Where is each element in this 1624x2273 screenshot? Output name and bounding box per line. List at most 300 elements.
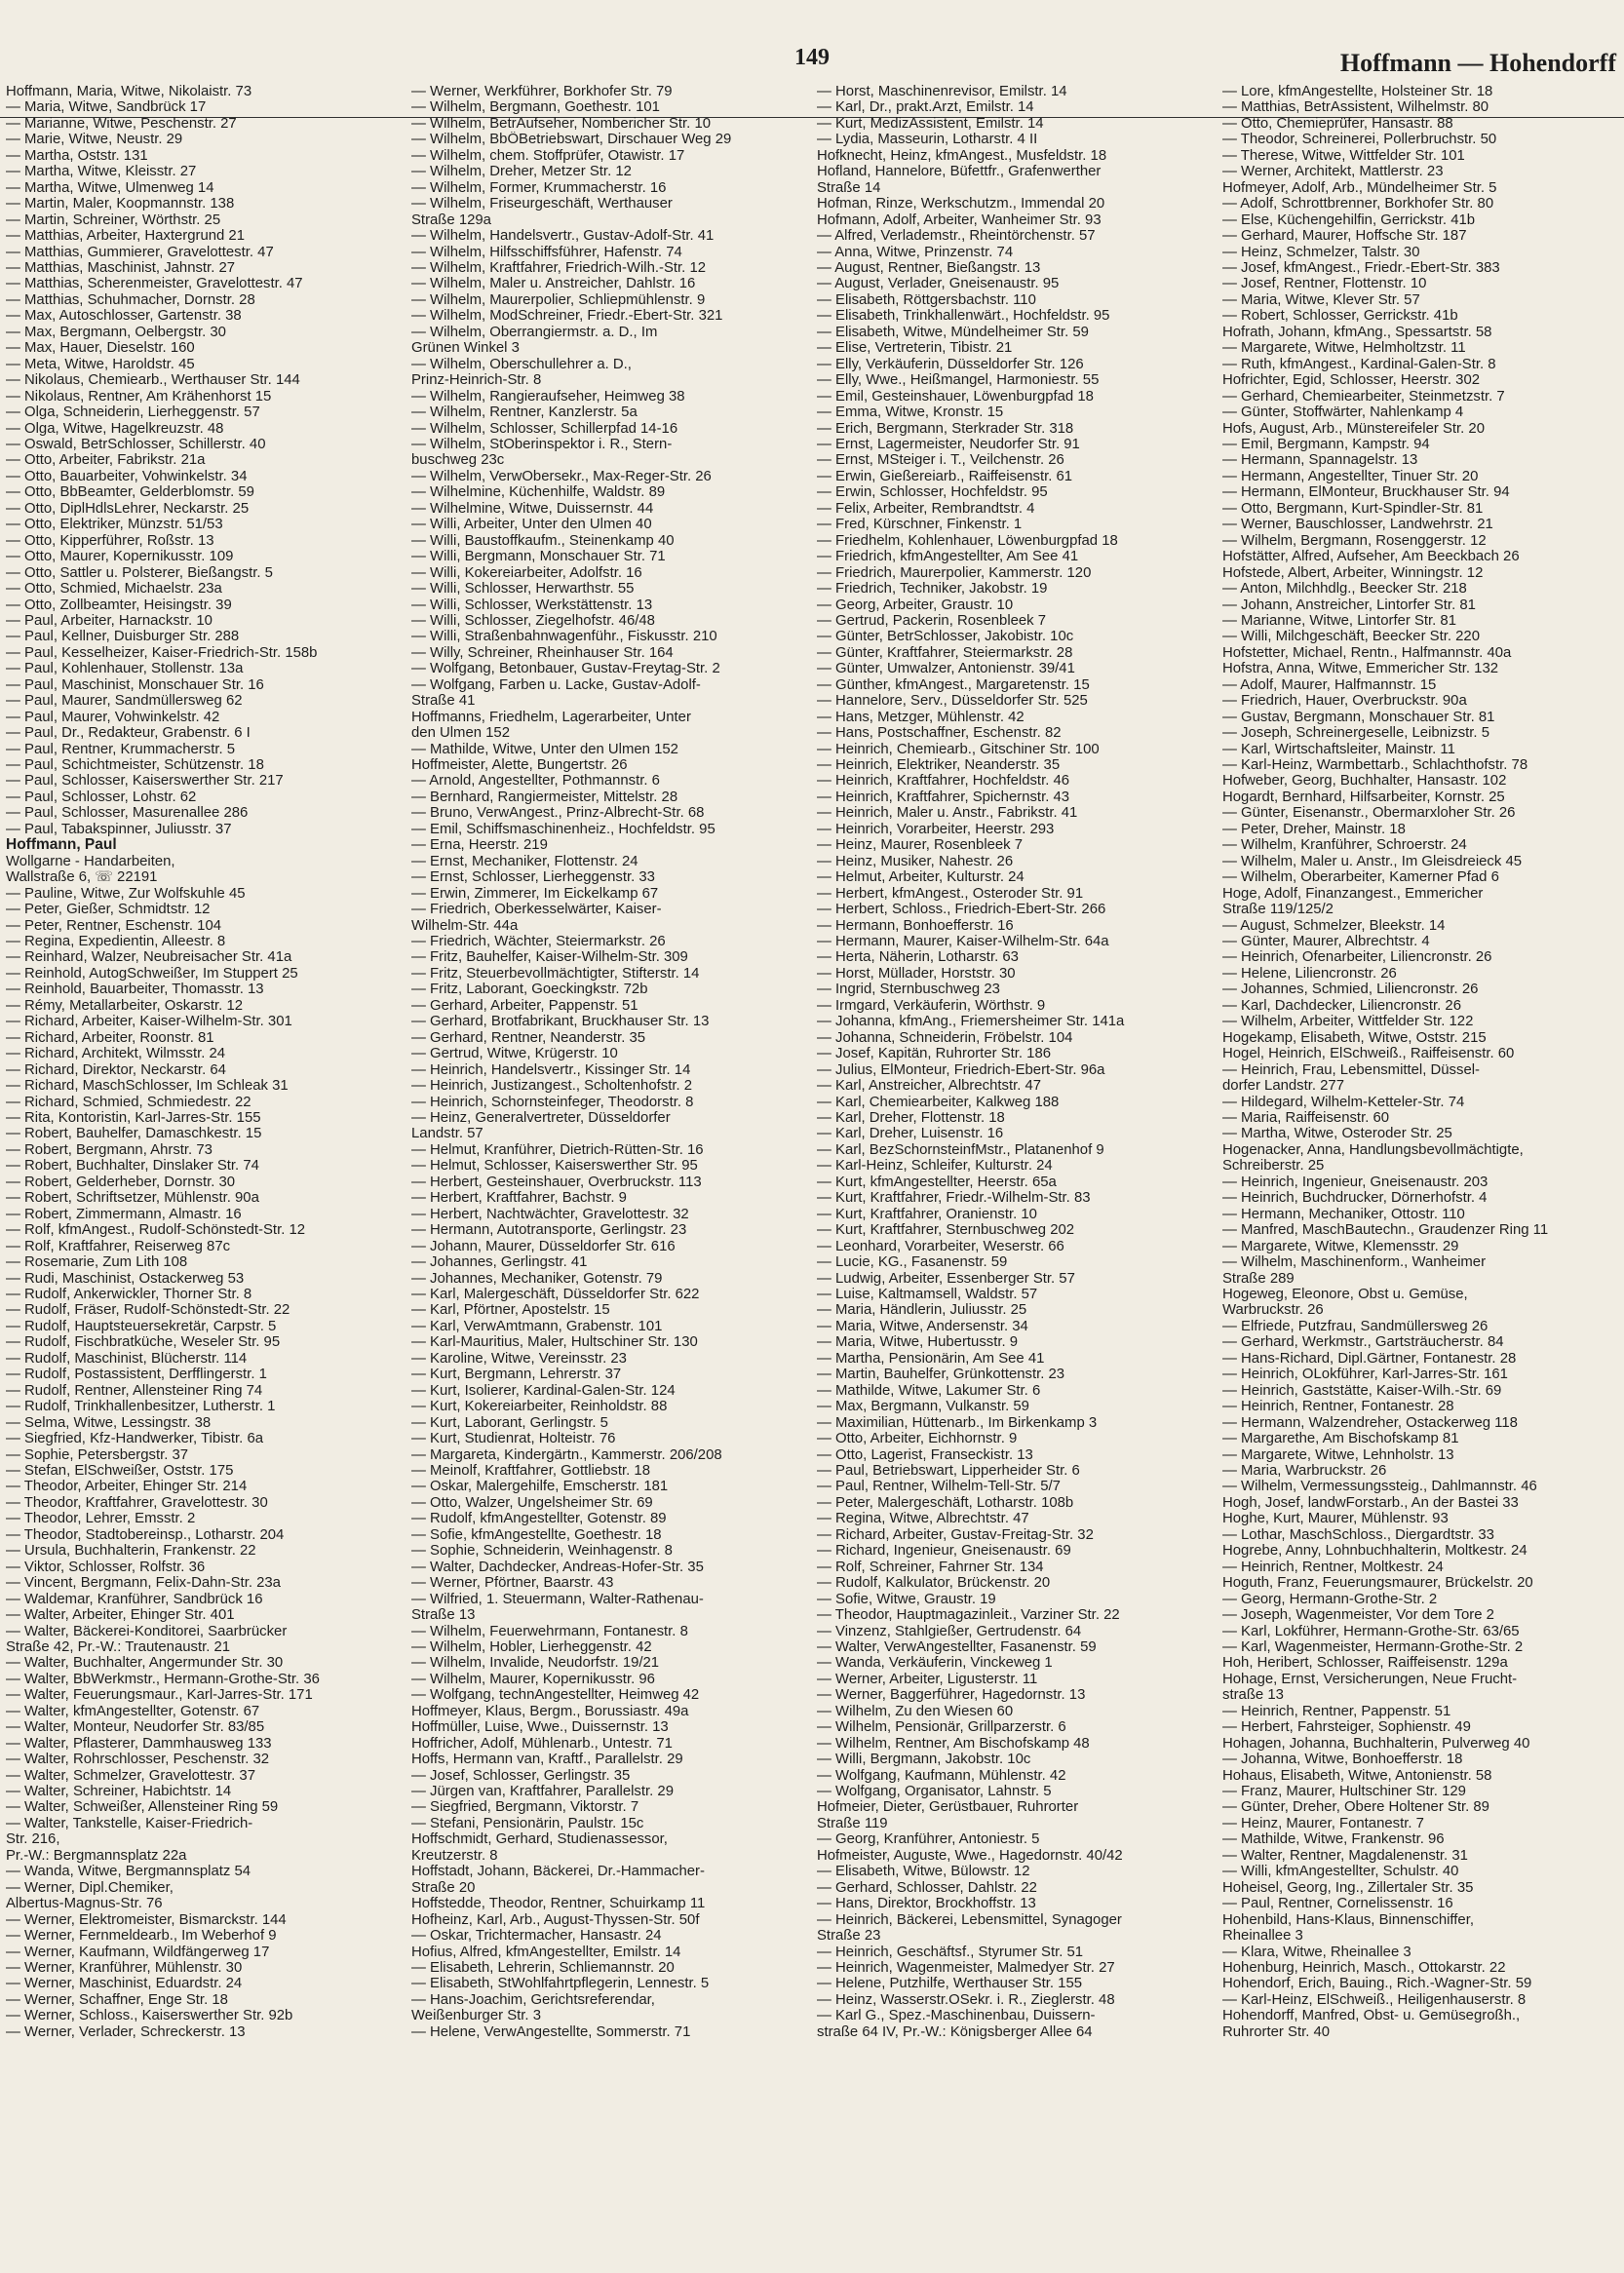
directory-entry-line: Grünen Winkel 3 <box>411 340 520 357</box>
directory-entry-line: — Karl, Dr., prakt.Arzt, Emilstr. 14 <box>817 99 1034 116</box>
directory-entry-line: — Maria, Witwe, Andersenstr. 34 <box>817 1318 1028 1334</box>
directory-entry-line: — Mathilde, Witwe, Frankenstr. 96 <box>1222 1831 1445 1848</box>
directory-entry-line: — Otto, Bergmann, Kurt-Spindler-Str. 81 <box>1222 500 1484 517</box>
directory-entry-line: — Reinhold, Bauarbeiter, Thomasstr. 13 <box>6 982 264 998</box>
directory-entry-line: — Gerhard, Rentner, Neanderstr. 35 <box>411 1029 646 1046</box>
directory-entry-line: — Johann, Anstreicher, Lintorfer Str. 81 <box>1222 597 1476 613</box>
directory-entry-line: — Friedrich, Wächter, Steiermarkstr. 26 <box>411 934 666 950</box>
directory-entry-line: — Peter, Gießer, Schmidtstr. 12 <box>6 902 211 918</box>
directory-entry-line: — Heinrich, Geschäftsf., Styrumer Str. 51 <box>817 1944 1084 1960</box>
directory-entry-line: — Rudolf, kfmAngestellter, Gotenstr. 89 <box>411 1511 667 1527</box>
directory-entry-line: — Therese, Witwe, Wittfelder Str. 101 <box>1222 147 1465 164</box>
directory-entry-line: — Heinrich, Elektriker, Neanderstr. 35 <box>817 757 1061 774</box>
directory-entry-line: — Friedrich, Hauer, Overbruckstr. 90a <box>1222 693 1467 710</box>
directory-entry-line: — Walter, Schreiner, Habichtstr. 14 <box>6 1784 232 1800</box>
directory-entry-line: — Theodor, Stadtobereinsp., Lotharstr. 204 <box>6 1526 285 1543</box>
directory-entry-line: — August, Rentner, Bießangstr. 13 <box>817 259 1041 276</box>
directory-entry-line: — Franz, Maurer, Hultschiner Str. 129 <box>1222 1784 1466 1800</box>
directory-entry-line: — Robert, Schlosser, Gerrickstr. 41b <box>1222 308 1458 325</box>
directory-entry-line: — Robert, Bergmann, Ahrstr. 73 <box>6 1141 213 1158</box>
directory-entry-line: Hogh, Josef, landwForstarb., An der Bastei 33 <box>1222 1494 1519 1511</box>
directory-entry-line: — Richard, Direktor, Neckarstr. 64 <box>6 1061 226 1078</box>
directory-entry-line: — Heinrich, Rentner, Moltkestr. 24 <box>1222 1559 1444 1575</box>
directory-entry-line: — Hermann, ElMonteur, Bruckhauser Str. 94 <box>1222 484 1510 501</box>
directory-entry-line: — Margarete, Witwe, Helmholtzstr. 11 <box>1222 340 1466 357</box>
directory-entry-line: — Wilhelm, chem. Stoffprüfer, Otawistr. 17 <box>411 147 685 164</box>
page-number: 149 <box>794 45 830 70</box>
directory-entry-line: — Fritz, Bauhelfer, Kaiser-Wilhelm-Str. 309 <box>411 949 688 966</box>
directory-entry-line: — Oskar, Malergehilfe, Emscherstr. 181 <box>411 1479 669 1495</box>
directory-entry-line: — Richard, MaschSchlosser, Im Schleak 31 <box>6 1078 289 1095</box>
directory-entry-line: — Johann, Maurer, Düsseldorfer Str. 616 <box>411 1238 676 1254</box>
directory-entry-line: — Heinrich, Bäckerei, Lebensmittel, Synagoger <box>817 1911 1122 1928</box>
directory-entry-line: — Karl, Malergeschäft, Düsseldorfer Str. 622 <box>411 1286 700 1302</box>
directory-entry-line: — Luise, Kaltmamsell, Waldstr. 57 <box>817 1286 1038 1302</box>
directory-entry-line: — Siegfried, Bergmann, Viktorstr. 7 <box>411 1799 639 1816</box>
directory-entry-line: — Wilhelm, StOberinspektor i. R., Stern- <box>411 436 673 452</box>
directory-entry-line: — Martha, Witwe, Kleisstr. 27 <box>6 164 197 180</box>
directory-entry-line: — Regina, Expedientin, Alleestr. 8 <box>6 934 226 950</box>
directory-entry-line: Hogenacker, Anna, Handlungsbevollmächtigte, <box>1222 1141 1524 1158</box>
directory-entry-line: — Theodor, Schreinerei, Pollerbruchstr. 50 <box>1222 132 1497 148</box>
directory-entry-line: — Heinrich, Ofenarbeiter, Liliencronstr. 26 <box>1222 949 1492 966</box>
directory-entry-line: — Kurt, kfmAngestellter, Heerstr. 65a <box>817 1174 1057 1190</box>
directory-entry-line: — Richard, Schmied, Schmiedestr. 22 <box>6 1094 251 1110</box>
directory-entry-line: — Paul, Schlosser, Lohstr. 62 <box>6 789 197 805</box>
column-2 <box>406 84 811 2265</box>
directory-entry-line: — Matthias, Maschinist, Jahnstr. 27 <box>6 259 236 276</box>
directory-entry-line: — Rudolf, Ankerwickler, Thorner Str. 8 <box>6 1286 252 1302</box>
directory-entry-line: — Paul, Dr., Redakteur, Grabenstr. 6 I <box>6 725 251 742</box>
directory-entry-line: — Otto, Zollbeamter, Heisingstr. 39 <box>6 597 232 613</box>
directory-entry-line: Straße 20 <box>411 1879 476 1896</box>
directory-entry-line: Hoffmeister, Alette, Bungertstr. 26 <box>411 757 628 774</box>
directory-entry-line: — Heinrich, Rentner, Fontanestr. 28 <box>1222 1399 1454 1415</box>
directory-entry-line: — Wilhelmine, Küchenhilfe, Waldstr. 89 <box>411 484 666 501</box>
directory-entry-line: — Heinrich, Frau, Lebensmittel, Düssel- <box>1222 1061 1480 1078</box>
directory-entry-line: — Maria, Witwe, Sandbrück 17 <box>6 99 207 116</box>
directory-entry-line: — Walter, Feuerungsmaur., Karl-Jarres-Str. 171 <box>6 1687 313 1704</box>
directory-entry-line: — Elisabeth, Trinkhallenwärt., Hochfeldstr. 95 <box>817 308 1110 325</box>
directory-entry-line: — Wilhelm, Oberrangiermstr. a. D., Im <box>411 324 658 340</box>
directory-entry-line: — Herbert, kfmAngest., Osteroder Str. 91 <box>817 885 1084 902</box>
directory-entry-line: — Karl, Lokführer, Hermann-Grothe-Str. 63/65 <box>1222 1623 1520 1639</box>
directory-entry-line: — Joseph, Wagenmeister, Vor dem Tore 2 <box>1222 1607 1494 1624</box>
directory-entry-line: — Erich, Bergmann, Sterkrader Str. 318 <box>817 420 1074 437</box>
directory-entry-line: — Karl, Anstreicher, Albrechtstr. 47 <box>817 1078 1042 1095</box>
directory-entry-line: — Kurt, Kraftfahrer, Oranienstr. 10 <box>817 1206 1037 1222</box>
directory-entry-line: — Marie, Witwe, Neustr. 29 <box>6 132 183 148</box>
directory-entry-line: — Rémy, Metallarbeiter, Oskarstr. 12 <box>6 997 244 1014</box>
directory-entry-line: — Stefani, Pensionärin, Paulstr. 15c <box>411 1815 644 1831</box>
directory-entry-line: Hofrichter, Egid, Schlosser, Heerstr. 302 <box>1222 372 1481 389</box>
directory-entry-line: Hogekamp, Elisabeth, Witwe, Oststr. 215 <box>1222 1029 1487 1046</box>
directory-entry-line: Wallstraße 6, ☏ 22191 <box>6 869 158 886</box>
directory-entry-line: — Reinhold, AutogSchweißer, Im Stuppert 25 <box>6 965 298 982</box>
directory-entry-line: — Elly, Wwe., Heißmangel, Harmoniestr. 55 <box>817 372 1100 389</box>
directory-entry-line: Weißenburger Str. 3 <box>411 2008 541 2024</box>
directory-entry-line: — Maria, Warbruckstr. 26 <box>1222 1462 1387 1479</box>
directory-entry-line: — Martin, Maler, Koopmannstr. 138 <box>6 196 235 212</box>
directory-entry-line: Hoffmann, Paul <box>6 837 117 854</box>
page-header <box>0 39 1624 86</box>
directory-entry-line: Hoffmeyer, Klaus, Bergm., Borussiastr. 49a <box>411 1703 689 1719</box>
directory-entry-line: — Hans, Metzger, Mühlenstr. 42 <box>817 709 1025 725</box>
directory-entry-line: — Günther, kfmAngest., Margaretenstr. 15 <box>817 676 1090 693</box>
directory-entry-line: — Richard, Arbeiter, Gustav-Freitag-Str. 32 <box>817 1526 1094 1543</box>
directory-entry-line: — Karl, Dachdecker, Liliencronstr. 26 <box>1222 997 1461 1014</box>
directory-entry-line: straße 13 <box>1222 1687 1284 1704</box>
directory-entry-line: — Adolf, Schrottbrenner, Borkhofer Str. 80 <box>1222 196 1494 212</box>
directory-entry-line: — Martha, Pensionärin, Am See 41 <box>817 1350 1045 1367</box>
directory-entry-line: — Werner, Kranführer, Mühlenstr. 30 <box>6 1960 243 1977</box>
directory-entry-line: Hohenbild, Hans-Klaus, Binnenschiffer, <box>1222 1911 1474 1928</box>
directory-entry-line: — Georg, Arbeiter, Graustr. 10 <box>817 597 1014 613</box>
directory-entry-line: den Ulmen 152 <box>411 725 510 742</box>
directory-entry-line: — Nikolaus, Chemiearb., Werthauser Str. 144 <box>6 372 300 389</box>
directory-entry-line: — Fritz, Steuerbevollmächtigter, Stifterstr. 14 <box>411 965 700 982</box>
directory-entry-line: — Meta, Witwe, Haroldstr. 45 <box>6 356 195 372</box>
directory-entry-line: — Stefan, ElSchweißer, Oststr. 175 <box>6 1462 234 1479</box>
directory-entry-line: — Elise, Vertreterin, Tibistr. 21 <box>817 340 1013 357</box>
directory-entry-line: — Anna, Witwe, Prinzenstr. 74 <box>817 244 1014 260</box>
directory-entry-line: — Sofie, Witwe, Graustr. 19 <box>817 1591 996 1607</box>
directory-entry-line: — Richard, Arbeiter, Roonstr. 81 <box>6 1029 214 1046</box>
directory-entry-line: — Heinrich, Ingenieur, Gneisenaustr. 203 <box>1222 1174 1489 1190</box>
directory-entry-line: — Hermann, Bonhoefferstr. 16 <box>817 917 1014 934</box>
directory-entry-line: — Rudolf, Rentner, Allensteiner Ring 74 <box>6 1382 263 1399</box>
directory-entry-line: — Karl-Mauritius, Maler, Hultschiner Str. 130 <box>411 1334 698 1351</box>
directory-entry-line: — Friedrich, Maurerpolier, Kammerstr. 120 <box>817 564 1092 581</box>
directory-entry-line: — Werner, Fernmeldearb., Im Weberhof 9 <box>6 1928 277 1945</box>
directory-entry-line: — Günter, BetrSchlosser, Jakobistr. 10c <box>817 629 1074 645</box>
directory-entry-line: — Elfriede, Putzfrau, Sandmüllersweg 26 <box>1222 1318 1489 1334</box>
directory-entry-line: — Rudolf, Trinkhallenbesitzer, Lutherstr. 1 <box>6 1399 276 1415</box>
directory-entry-line: — Otto, Schmied, Michaelstr. 23a <box>6 581 222 597</box>
directory-entry-line: — Robert, Zimmermann, Almastr. 16 <box>6 1206 242 1222</box>
directory-entry-line: — Elisabeth, Witwe, Bülowstr. 12 <box>817 1864 1030 1880</box>
directory-entry-line: — Arnold, Angestellter, Pothmannstr. 6 <box>411 773 660 790</box>
directory-entry-line: Hohaus, Elisabeth, Witwe, Antonienstr. 58 <box>1222 1767 1492 1784</box>
directory-entry-line: — Gerhard, Brotfabrikant, Bruckhauser Str. 13 <box>411 1014 710 1030</box>
directory-entry-line: — Wilhelm, Maschinenform., Wanheimer <box>1222 1254 1487 1271</box>
directory-entry-line: — Paul, Maurer, Vohwinkelstr. 42 <box>6 709 220 725</box>
directory-entry-line: — Paul, Rentner, Wilhelm-Tell-Str. 5/7 <box>817 1479 1061 1495</box>
directory-entry-line: — Willi, Bergmann, Monschauer Str. 71 <box>411 549 666 565</box>
directory-entry-line: — Wilhelm, BetrAufseher, Nombericher Str. 10 <box>411 115 712 132</box>
directory-entry-line: — Werner, Maschinist, Eduardstr. 24 <box>6 1976 243 1992</box>
directory-entry-line: — Willi, Kokereiarbeiter, Adolfstr. 16 <box>411 564 642 581</box>
directory-entry-line: — Walter, Bäckerei-Konditorei, Saarbrücker <box>6 1623 288 1639</box>
directory-entry-line: — Ingrid, Sternbuschweg 23 <box>817 982 1000 998</box>
directory-entry-line: — Hans, Postschaffner, Eschenstr. 82 <box>817 725 1062 742</box>
directory-entry-line: — Otto, Maurer, Kopernikusstr. 109 <box>6 549 234 565</box>
directory-entry-line: — Emil, Gesteinshauer, Löwenburgpfad 18 <box>817 388 1094 405</box>
directory-entry-line: — Paul, Betriebswart, Lipperheider Str. 6 <box>817 1462 1080 1479</box>
directory-entry-line: Hoffschmidt, Gerhard, Studienassessor, <box>411 1831 668 1848</box>
directory-columns <box>0 84 1624 2265</box>
directory-entry-line: — Mathilde, Witwe, Lakumer Str. 6 <box>817 1382 1041 1399</box>
directory-entry-line: — Wilhelm, Friseurgeschäft, Werthauser <box>411 196 673 212</box>
directory-entry-line: — Martin, Schreiner, Wörthstr. 25 <box>6 212 221 228</box>
directory-entry-line: — Karl, Wagenmeister, Hermann-Grothe-Str. 2 <box>1222 1638 1524 1655</box>
directory-entry-line: — Rita, Kontoristin, Karl-Jarres-Str. 155 <box>6 1110 261 1126</box>
directory-entry-line: — Heinrich, OLokführer, Karl-Jarres-Str. 161 <box>1222 1367 1508 1383</box>
directory-entry-line: — Heinz, Maurer, Fontanestr. 7 <box>1222 1815 1424 1831</box>
directory-entry-line: Hoffmüller, Luise, Wwe., Duissernstr. 13 <box>411 1719 669 1736</box>
directory-entry-line: — Vinzenz, Stahlgießer, Gertrudenstr. 64 <box>817 1623 1082 1639</box>
directory-entry-line: — Hans-Joachim, Gerichtsreferendar, <box>411 1991 655 2008</box>
directory-entry-line: — Wilhelm, Bergmann, Rosenggerstr. 12 <box>1222 532 1487 549</box>
directory-entry-line: Hoheisel, Georg, Ing., Zillertaler Str. 35 <box>1222 1879 1474 1896</box>
directory-entry-line: — Wilhelm, Rentner, Kanzlerstr. 5a <box>411 405 638 421</box>
directory-entry-line: — Waldemar, Kranführer, Sandbrück 16 <box>6 1591 263 1607</box>
directory-entry-line: — Wilhelm, ModSchreiner, Friedr.-Ebert-Str. 321 <box>411 308 723 325</box>
directory-entry-line: — Herbert, Nachtwächter, Gravelottestr. 32 <box>411 1206 689 1222</box>
directory-entry-line: — Joseph, Schreinergeselle, Leibnizstr. 5 <box>1222 725 1489 742</box>
directory-entry-line: — Walter, Rentner, Magdalenenstr. 31 <box>1222 1847 1468 1864</box>
directory-entry-line: — Friedrich, Oberkesselwärter, Kaiser- <box>411 902 662 918</box>
directory-entry-line: — Rolf, Kraftfahrer, Reiserweg 87c <box>6 1238 231 1254</box>
directory-entry-line: — Otto, Arbeiter, Fabrikstr. 21a <box>6 452 206 469</box>
directory-entry-line: — Werner, Baggerführer, Hagedornstr. 13 <box>817 1687 1086 1704</box>
directory-entry-line: — Leonhard, Vorarbeiter, Weserstr. 66 <box>817 1238 1064 1254</box>
directory-entry-line: Straße 13 <box>411 1607 476 1624</box>
directory-entry-line: — Irmgard, Verkäuferin, Wörthstr. 9 <box>817 997 1046 1014</box>
directory-entry-line: — Otto, Lagerist, Franseckistr. 13 <box>817 1446 1033 1463</box>
directory-entry-line: — Wolfgang, Betonbauer, Gustav-Freytag-Str. 2 <box>411 661 720 677</box>
directory-entry-line: — Ernst, Lagermeister, Neudorfer Str. 91 <box>817 436 1080 452</box>
directory-entry-line: dorfer Landstr. 277 <box>1222 1078 1344 1095</box>
directory-entry-line: — Herbert, Kraftfahrer, Bachstr. 9 <box>411 1190 627 1207</box>
directory-entry-line: — Georg, Hermann-Grothe-Str. 2 <box>1222 1591 1438 1607</box>
directory-entry-line: — Herbert, Fahrsteiger, Sophienstr. 49 <box>1222 1719 1471 1736</box>
directory-entry-line: — Lydia, Masseurin, Lotharstr. 4 II <box>817 132 1038 148</box>
directory-entry-line: — Wilhelm, Feuerwehrmann, Fontanestr. 8 <box>411 1623 688 1639</box>
directory-entry-line: — Otto, Arbeiter, Eichhornstr. 9 <box>817 1431 1018 1447</box>
directory-entry-line: Straße 119 <box>817 1815 888 1831</box>
directory-entry-line: — Lucie, KG., Fasanenstr. 59 <box>817 1254 1008 1271</box>
directory-entry-line: — Günter, Kraftfahrer, Steiermarkstr. 28 <box>817 644 1073 661</box>
directory-entry-line: — Sophie, Petersbergstr. 37 <box>6 1446 189 1463</box>
directory-entry-line: — Willi, Straßenbahnwagenführ., Fiskusstr. 210 <box>411 629 717 645</box>
directory-entry-line: — Wanda, Witwe, Bergmannsplatz 54 <box>6 1864 251 1880</box>
directory-entry-line: — Kurt, Bergmann, Lehrerstr. 37 <box>411 1367 622 1383</box>
directory-entry-line: — Kurt, MedizAssistent, Emilstr. 14 <box>817 115 1044 132</box>
directory-entry-line: — Wolfgang, technAngestellter, Heimweg 42 <box>411 1687 700 1704</box>
directory-entry-line: — Friedhelm, Kohlenhauer, Löwenburgpfad 18 <box>817 532 1118 549</box>
directory-entry-line: Hofstra, Anna, Witwe, Emmericher Str. 132 <box>1222 661 1499 677</box>
directory-entry-line: — Kurt, Kraftfahrer, Sternbuschweg 202 <box>817 1222 1075 1239</box>
directory-entry-line: — Josef, Schlosser, Gerlingstr. 35 <box>411 1767 631 1784</box>
directory-entry-line: — Karl-Heinz, ElSchweiß., Heiligenhauserstr. 8 <box>1222 1991 1527 2008</box>
directory-entry-line: Hofius, Alfred, kfmAngestellter, Emilstr. 14 <box>411 1944 681 1960</box>
directory-entry-line: — Wolfgang, Kaufmann, Mühlenstr. 42 <box>817 1767 1066 1784</box>
directory-entry-line: — Paul, Kesselheizer, Kaiser-Friedrich-Str. 158b <box>6 644 318 661</box>
directory-entry-line: — Robert, Gelderheber, Dornstr. 30 <box>6 1174 236 1190</box>
directory-entry-line: — Robert, Bauhelfer, Damaschkestr. 15 <box>6 1126 262 1142</box>
directory-entry-line: Str. 216, <box>6 1831 60 1848</box>
directory-entry-line: — Wilhelm, Bergmann, Goethestr. 101 <box>411 99 660 116</box>
directory-entry-line: — Gertrud, Packerin, Rosenbleek 7 <box>817 612 1047 629</box>
directory-entry-line: — Johanna, Witwe, Bonhoefferstr. 18 <box>1222 1752 1463 1768</box>
directory-entry-line: — Viktor, Schlosser, Rolfstr. 36 <box>6 1559 206 1575</box>
directory-entry-line: — Wilhelm, Pensionär, Grillparzerstr. 6 <box>817 1719 1066 1736</box>
directory-entry-line: — Elly, Verkäuferin, Düsseldorfer Str. 126 <box>817 356 1084 372</box>
directory-entry-line: — Emil, Bergmann, Kampstr. 94 <box>1222 436 1430 452</box>
directory-entry-line: — Adolf, Maurer, Halfmannstr. 15 <box>1222 676 1437 693</box>
directory-entry-line: — Karl, Chemiearbeiter, Kalkweg 188 <box>817 1094 1060 1110</box>
directory-entry-line: — Sofie, kfmAngestellte, Goethestr. 18 <box>411 1526 662 1543</box>
directory-entry-line: — Margarete, Witwe, Klemensstr. 29 <box>1222 1238 1459 1254</box>
directory-entry-line: — Willi, kfmAngestellter, Schulstr. 40 <box>1222 1864 1459 1880</box>
directory-entry-line: Hoguth, Franz, Feuerungsmaurer, Brückelstr. 20 <box>1222 1575 1533 1592</box>
directory-entry-line: — Richard, Ingenieur, Gneisenaustr. 69 <box>817 1543 1071 1560</box>
directory-entry-line: — Wilhelm, Vermessungssteig., Dahlmannstr. 46 <box>1222 1479 1537 1495</box>
directory-entry-line: — Heinrich, Chemiearb., Gitschiner Str. 100 <box>817 741 1100 757</box>
directory-entry-line: — Max, Autoschlosser, Gartenstr. 38 <box>6 308 242 325</box>
directory-entry-line: Straße 289 <box>1222 1270 1295 1287</box>
directory-entry-line: — Regina, Witwe, Albrechtstr. 47 <box>817 1511 1029 1527</box>
directory-entry-line: — Anton, Milchhdlg., Beecker Str. 218 <box>1222 581 1467 597</box>
directory-entry-line: — Fritz, Laborant, Goeckingkstr. 72b <box>411 982 648 998</box>
directory-entry-line: — Paul, Maurer, Sandmüllersweg 62 <box>6 693 243 710</box>
directory-entry-line: — Karl, Pförtner, Apostelstr. 15 <box>411 1302 610 1319</box>
directory-entry-line: — Elisabeth, Witwe, Mündelheimer Str. 59 <box>817 324 1089 340</box>
directory-entry-line: — Walter, Schmelzer, Gravelottestr. 37 <box>6 1767 255 1784</box>
directory-entry-line: Hofs, August, Arb., Münstereifeler Str. 20 <box>1222 420 1485 437</box>
directory-entry-line: — Wilhelm, Oberarbeiter, Kamerner Pfad 6 <box>1222 869 1499 886</box>
directory-entry-line: — Theodor, Lehrer, Emsstr. 2 <box>6 1511 196 1527</box>
directory-entry-line: — Helene, VerwAngestellte, Sommerstr. 71 <box>411 2023 691 2040</box>
directory-entry-line: Hofmeier, Dieter, Gerüstbauer, Ruhrorter <box>817 1799 1079 1816</box>
directory-entry-line: — Rolf, kfmAngest., Rudolf-Schönstedt-Str. 12 <box>6 1222 306 1239</box>
directory-entry-line: Schreiberstr. 25 <box>1222 1158 1325 1175</box>
directory-entry-line: — Wilhelm, Hilfsschiffsführer, Hafenstr. 74 <box>411 244 682 260</box>
directory-entry-line: Hogrebe, Anny, Lohnbuchhalterin, Moltkestr. 24 <box>1222 1543 1527 1560</box>
directory-entry-line: — Otto, Walzer, Ungelsheimer Str. 69 <box>411 1494 653 1511</box>
directory-entry-line: — Robert, Buchhalter, Dinslaker Str. 74 <box>6 1158 259 1175</box>
directory-entry-line: — Johannes, Gerlingstr. 41 <box>411 1254 588 1271</box>
directory-entry-line: — Wilhelm, Schlosser, Schillerpfad 14-16 <box>411 420 678 437</box>
directory-entry-line: Hogeweg, Eleonore, Obst u. Gemüse, <box>1222 1286 1468 1302</box>
directory-entry-line: Ruhrorter Str. 40 <box>1222 2023 1331 2040</box>
directory-entry-line: — Selma, Witwe, Lessingstr. 38 <box>6 1414 212 1431</box>
directory-entry-line: Pr.-W.: Bergmannsplatz 22a <box>6 1847 187 1864</box>
directory-entry-line: — Hildegard, Wilhelm-Ketteler-Str. 74 <box>1222 1094 1465 1110</box>
directory-entry-line: — Wilhelm, Maler u. Anstreicher, Dahlstr. 16 <box>411 276 696 292</box>
directory-entry-line: Hoffstadt, Johann, Bäckerei, Dr.-Hammacher- <box>411 1864 705 1880</box>
directory-entry-line: — Sophie, Schneiderin, Weinhagenstr. 8 <box>411 1543 673 1560</box>
directory-entry-line: — Wilfried, 1. Steuermann, Walter-Rathenau- <box>411 1591 704 1607</box>
directory-entry-line: — Wilhelm, Rangieraufseher, Heimweg 38 <box>411 388 685 405</box>
directory-entry-line: — Erwin, Schlosser, Hochfeldstr. 95 <box>817 484 1048 501</box>
directory-entry-line: — Robert, Schriftsetzer, Mühlenstr. 90a <box>6 1190 259 1207</box>
directory-entry-line: — Wilhelm, Maler u. Anstr., Im Gleisdreieck 45 <box>1222 853 1523 869</box>
directory-entry-line: — Herbert, Gesteinshauer, Overbruckstr. 113 <box>411 1174 702 1190</box>
directory-entry-line: — Max, Hauer, Dieselstr. 160 <box>6 340 195 357</box>
directory-entry-line: — Otto, Kipperführer, Roßstr. 13 <box>6 532 214 549</box>
directory-entry-line: — Heinrich, Schornsteinfeger, Theodorstr. 8 <box>411 1094 694 1110</box>
directory-entry-line: Hofstede, Albert, Arbeiter, Winningstr. 12 <box>1222 564 1484 581</box>
directory-entry-line: — Willi, Schlosser, Ziegelhofstr. 46/48 <box>411 612 655 629</box>
directory-entry-line: — Matthias, Arbeiter, Haxtergrund 21 <box>6 228 245 245</box>
directory-entry-line: — Lore, kfmAngestellte, Holsteiner Str. 18 <box>1222 84 1493 99</box>
directory-entry-line: — Günter, Stoffwärter, Nahlenkamp 4 <box>1222 405 1464 421</box>
directory-entry-line: — Margarethe, Am Bischofskamp 81 <box>1222 1431 1459 1447</box>
directory-entry-line: — Emma, Witwe, Kronstr. 15 <box>817 405 1004 421</box>
directory-entry-line: — Meinolf, Kraftfahrer, Gottliebstr. 18 <box>411 1462 650 1479</box>
directory-entry-line: — Walter, Tankstelle, Kaiser-Friedrich- <box>6 1815 253 1831</box>
directory-entry-line: — Helene, Liliencronstr. 26 <box>1222 965 1397 982</box>
directory-entry-line: — Theodor, Kraftfahrer, Gravelottestr. 30 <box>6 1494 268 1511</box>
directory-entry-line: — Heinrich, Handelsvertr., Kissinger Str. 14 <box>411 1061 691 1078</box>
directory-entry-line: — Heinrich, Wagenmeister, Malmedyer Str. 27 <box>817 1960 1115 1977</box>
directory-entry-line: — Peter, Rentner, Eschenstr. 104 <box>6 917 222 934</box>
directory-entry-line: — Elisabeth, StWohlfahrtpflegerin, Lennestr. 5 <box>411 1976 710 1992</box>
directory-entry-line: — Werner, Kaufmann, Wildfängerweg 17 <box>6 1944 270 1960</box>
directory-entry-line: — Max, Bergmann, Vulkanstr. 59 <box>817 1399 1029 1415</box>
directory-entry-line: — Günter, Eisenanstr., Obermarxloher Str. 26 <box>1222 805 1516 822</box>
directory-entry-line: Hofknecht, Heinz, kfmAngest., Musfeldstr. 18 <box>817 147 1107 164</box>
directory-entry-line: — Wilhelm, Maurer, Kopernikusstr. 96 <box>411 1671 655 1687</box>
directory-entry-line: — Herta, Näherin, Lotharstr. 63 <box>817 949 1019 966</box>
directory-entry-line: — Ernst, Mechaniker, Flottenstr. 24 <box>411 853 638 869</box>
directory-entry-line: — Rudolf, Postassistent, Derfflingerstr. 1 <box>6 1367 267 1383</box>
directory-entry-line: — Karl, Dreher, Flottenstr. 18 <box>817 1110 1005 1126</box>
directory-entry-line: — Matthias, Gummierer, Gravelottestr. 47 <box>6 244 274 260</box>
directory-entry-line: — Paul, Schlosser, Masurenallee 286 <box>6 805 249 822</box>
directory-entry-line: — Hannelore, Serv., Düsseldorfer Str. 525 <box>817 693 1088 710</box>
directory-entry-line: — Kurt, Isolierer, Kardinal-Galen-Str. 124 <box>411 1382 676 1399</box>
directory-entry-line: — Gerhard, Maurer, Hoffsche Str. 187 <box>1222 228 1467 245</box>
directory-entry-line: Straße 42, Pr.-W.: Trautenaustr. 21 <box>6 1638 231 1655</box>
directory-entry-line: — Olga, Schneiderin, Lierheggenstr. 57 <box>6 405 260 421</box>
directory-entry-line: Hoffmann, Maria, Witwe, Nikolaistr. 73 <box>6 84 252 99</box>
directory-entry-line: — Heinrich, Maler u. Anstr., Fabrikstr. 41 <box>817 805 1078 822</box>
directory-entry-line: — Werner, Pförtner, Baarstr. 43 <box>411 1575 614 1592</box>
directory-entry-line: — Walter, Monteur, Neudorfer Str. 83/85 <box>6 1719 265 1736</box>
directory-entry-line: — Werner, Verlader, Schreckerstr. 13 <box>6 2023 246 2040</box>
directory-entry-line: Hofmann, Adolf, Arbeiter, Wanheimer Str. 93 <box>817 212 1102 228</box>
directory-entry-line: Hoffs, Hermann van, Kraftf., Parallelstr. 29 <box>411 1752 683 1768</box>
directory-entry-line: — Friedrich, Techniker, Jakobstr. 19 <box>817 581 1048 597</box>
directory-entry-line: — Wilhelm, Handelsvertr., Gustav-Adolf-Str. 41 <box>411 228 715 245</box>
directory-entry-line: — Gerhard, Chemiearbeiter, Steinmetzstr. 7 <box>1222 388 1505 405</box>
directory-entry-line: — Kurt, Studienrat, Holteistr. 76 <box>411 1431 616 1447</box>
directory-entry-line: — Rudolf, Fischbratküche, Weseler Str. 95 <box>6 1334 281 1351</box>
directory-entry-line: — Erwin, Gießereiarb., Raiffeisenstr. 61 <box>817 468 1073 484</box>
directory-entry-line: — Werner, Bauschlosser, Landwehrstr. 21 <box>1222 517 1493 533</box>
directory-entry-line: — August, Verlader, Gneisenaustr. 95 <box>817 276 1060 292</box>
directory-entry-line: — Helmut, Kranführer, Dietrich-Rütten-Str. 16 <box>411 1141 704 1158</box>
directory-entry-line: — Hans, Direktor, Brockhoffstr. 13 <box>817 1896 1036 1912</box>
directory-entry-line: — Jürgen van, Kraftfahrer, Parallelstr. 29 <box>411 1784 674 1800</box>
directory-entry-line: — Matthias, Scherenmeister, Gravelottestr. 47 <box>6 276 303 292</box>
directory-entry-line: — Elisabeth, Röttgersbachstr. 110 <box>817 291 1036 308</box>
directory-entry-line: — Werner, Schloss., Kaiserswerther Str. 92b <box>6 2008 293 2024</box>
directory-entry-line: — Oswald, BetrSchlosser, Schillerstr. 40 <box>6 436 266 452</box>
directory-entry-line: — Wilhelm, Hobler, Lierheggenstr. 42 <box>411 1638 652 1655</box>
directory-entry-line: — Kurt, Laborant, Gerlingstr. 5 <box>411 1414 608 1431</box>
directory-entry-line: — Rudolf, Maschinist, Blücherstr. 114 <box>6 1350 248 1367</box>
directory-entry-line: — Maximilian, Hüttenarb., Im Birkenkamp 3 <box>817 1414 1098 1431</box>
directory-entry-line: — Paul, Tabakspinner, Juliusstr. 37 <box>6 821 232 837</box>
directory-entry-line: Hofweber, Georg, Buchhalter, Hansastr. 102 <box>1222 773 1507 790</box>
directory-entry-line: Prinz-Heinrich-Str. 8 <box>411 372 542 389</box>
directory-entry-line: Straße 119/125/2 <box>1222 902 1334 918</box>
directory-entry-line: — Helene, Putzhilfe, Werthauser Str. 155 <box>817 1976 1083 1992</box>
